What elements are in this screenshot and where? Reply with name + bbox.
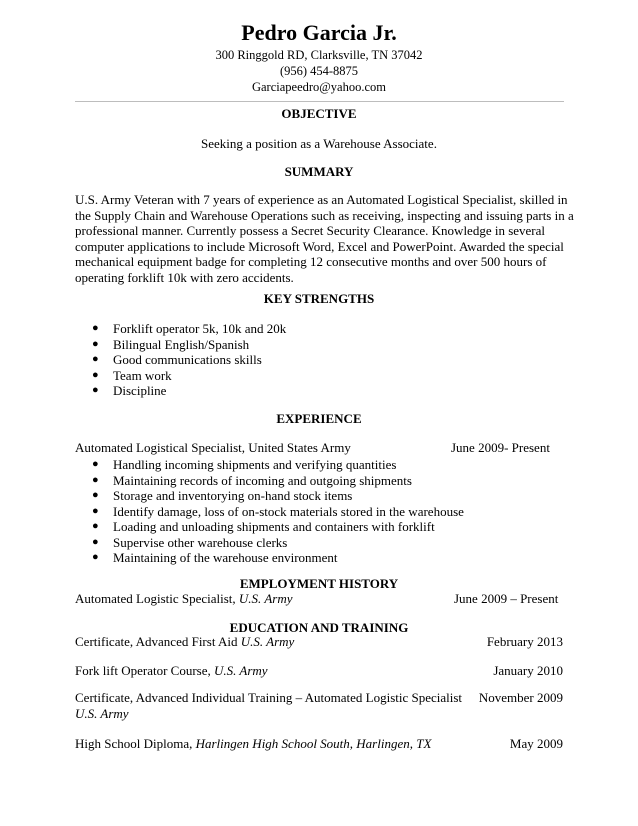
- bullet-icon: ●: [92, 535, 99, 548]
- education-date: February 2013: [486, 634, 563, 649]
- summary-line: U.S. Army Veteran with 7 years of experience as an Automated Logistical Specialist, skilled in: [75, 192, 568, 207]
- list-item: ● Supervise other warehouse clerks: [92, 534, 288, 550]
- list-item: ● Maintaining of the warehouse environment: [92, 550, 338, 565]
- strengths-heading: KEY STRENGTHS: [263, 291, 375, 306]
- summary-line: computer applications to include Microsoft Word, Excel and PowerPoint. Awarded the special: [75, 238, 564, 254]
- list-item: ● Handling incoming shipments and verifying quantities: [92, 457, 397, 472]
- bullet-icon: ●: [92, 551, 99, 563]
- bullet-icon: ●: [92, 353, 99, 365]
- bullet-icon: ●: [92, 520, 99, 532]
- summary-text: [75, 192, 574, 286]
- phone: (956) 454-8875: [279, 64, 359, 78]
- summary-heading: SUMMARY: [284, 164, 354, 179]
- list-item: ● Storage and inventorying on-hand stock items: [92, 488, 353, 503]
- experience-heading: EXPERIENCE: [276, 411, 362, 426]
- experience-list: [92, 457, 464, 566]
- education-entry: Certificate, Advanced First Aid U.S. Army: [75, 634, 295, 649]
- education-date: January 2010: [493, 663, 563, 678]
- summary-line: the Supply Chain and Warehouse Operations such as receiving, inspecting and issuing parts in a: [75, 207, 574, 223]
- header-divider: [75, 101, 564, 102]
- list-item: ● Team work: [92, 367, 172, 383]
- bullet-icon: ●: [92, 322, 99, 334]
- bullet-icon: ●: [92, 458, 99, 470]
- education-date: November 2009: [478, 690, 563, 705]
- employment-entry: Automated Logistic Specialist, U.S. Army: [75, 591, 293, 606]
- education-org: U.S. Army: [75, 706, 129, 721]
- summary-line: mechanical equipment badge for completing 12 consecutive months and over 500 hours of: [75, 254, 547, 270]
- list-item: ● Maintaining records of incoming and outgoing shipments: [92, 472, 412, 488]
- experience-title: Automated Logistical Specialist, United States Army: [75, 440, 351, 455]
- list-item: ● Discipline: [92, 383, 167, 398]
- experience-dates: June 2009- Present: [451, 440, 550, 455]
- objective-text: Seeking a position as a Warehouse Associate.: [201, 136, 437, 151]
- bullet-icon: ●: [92, 504, 99, 517]
- bullet-icon: ●: [92, 384, 99, 396]
- objective-heading: OBJECTIVE: [281, 106, 357, 121]
- list-item: ● Identify damage, loss of on-stock materials stored in the warehouse: [92, 503, 464, 519]
- list-item: ● Loading and unloading shipments and containers with forklift: [92, 519, 435, 534]
- strengths-list: [92, 321, 286, 399]
- education-date: May 2009: [509, 736, 563, 751]
- summary-line: operating forklift 10k with zero accidents.: [75, 269, 294, 285]
- list-item: ● Forklift operator 5k, 10k and 20k: [92, 321, 287, 336]
- email: Garciapeedro@yahoo.com: [251, 80, 387, 94]
- address: 300 Ringgold RD, Clarksville, TN 37042: [215, 48, 423, 62]
- list-item: ● Good communications skills: [92, 352, 262, 367]
- education-entry: Certificate, Advanced Individual Training – Automated Logistic Specialist: [75, 690, 463, 705]
- candidate-name: Pedro Garcia Jr.: [241, 20, 397, 45]
- bullet-icon: ●: [92, 473, 99, 486]
- employment-heading: EMPLOYMENT HISTORY: [239, 576, 399, 591]
- education-heading: EDUCATION AND TRAINING: [229, 620, 409, 635]
- education-entry: Fork lift Operator Course, U.S. Army: [75, 663, 268, 678]
- list-item: ● Bilingual English/Spanish: [92, 336, 250, 352]
- summary-line: professional manner. Currently possess a Secret Security Clearance. Knowledge in several: [75, 223, 546, 239]
- bullet-icon: ●: [92, 368, 99, 381]
- education-entry: High School Diploma, Harlingen High School South, Harlingen, TX: [75, 736, 432, 751]
- employment-dates: June 2009 – Present: [454, 591, 559, 606]
- bullet-icon: ●: [92, 337, 99, 350]
- bullet-icon: ●: [92, 489, 99, 501]
